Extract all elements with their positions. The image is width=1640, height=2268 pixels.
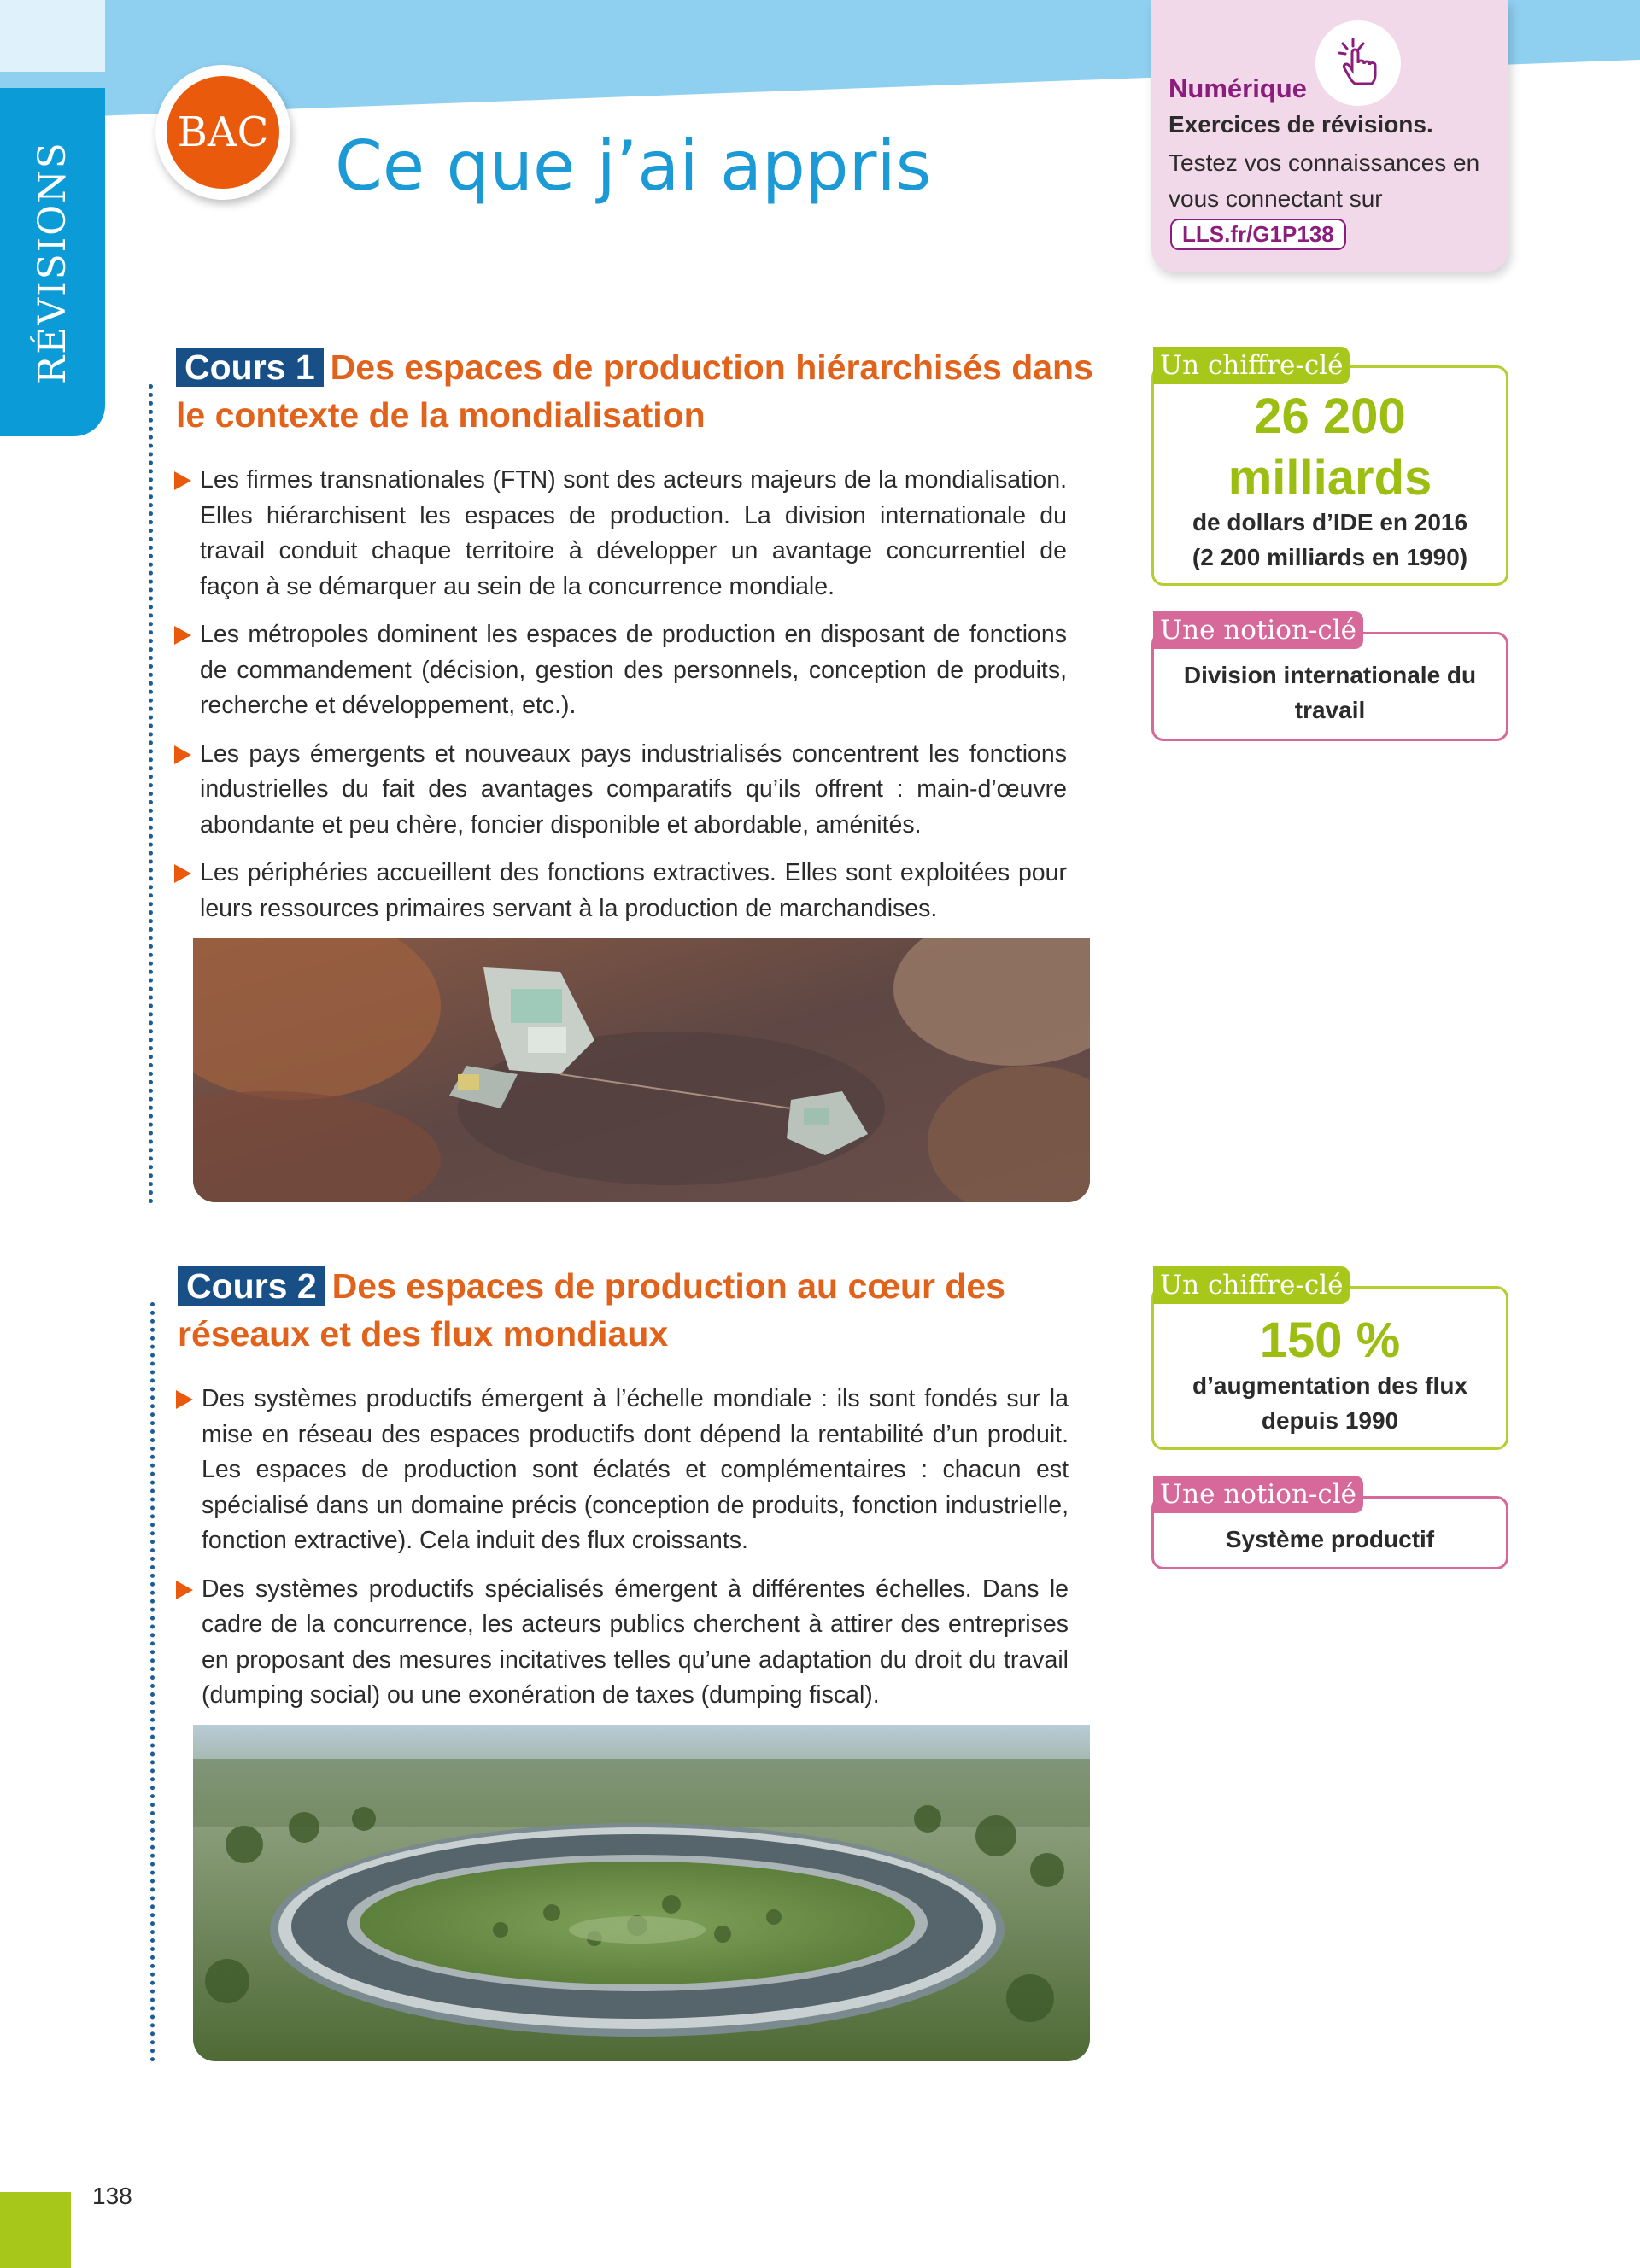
cours2-bullet-list [176,1382,1069,1727]
cours1-key-notion-label: Une notion-clé [1153,611,1363,649]
list-item: Les pays émergents et nouveaux pays industrialisés concentrent les fonctions industrielles du fait des avantages comparatifs qu’ils offrent : main-d’œuvre abondante et peu chère, foncier disponible et abordable, aménités. [174,737,1067,844]
list-item: Les métropoles dominent les espaces de production en disposant de fonctions de commandement (décision, gestion des personnels, conception de produits, recherche et développement, etc.). [174,617,1067,724]
cours1-key-figure-desc: de dollars d’IDE en 2016 (2 200 milliards en 1990) [1192,509,1468,570]
bullet-arrow-icon [174,626,191,645]
page-corner-square [0,2192,71,2268]
cours1-title: Des espaces de production hiérarchisés dans le contexte de la mondialisation [176,348,1093,435]
cours2-key-notion-label: Une notion-clé [1153,1476,1363,1513]
bac-badge-label: BAC [177,108,269,156]
cours2-dotted-rule [150,1302,155,2062]
list-item: Des systèmes productifs émergent à l’échelle mondiale : ils sont fondés sur la mise en réseau des espaces productifs dont dépend la rentabilité d’un produit. Les espaces de production sont éclatés et complémentaires : chacun est spécialisé dans un domaine précis (conception de produits, fonction industrielle, fonction extractive). Cela induit des flux croissants. [176,1382,1069,1559]
cours1-tag: Cours 1 [176,348,324,387]
numerique-title: Numérique [1168,73,1307,103]
cours2-heading [178,1262,1109,1358]
page-title: Ce que j’ai appris [335,126,932,206]
cours1-dotted-rule [149,384,153,1204]
bullet-arrow-icon [174,745,191,764]
bullet-arrow-icon [174,471,191,490]
cours2-key-figure-value: 150 % [1259,1312,1401,1368]
numerique-link[interactable]: LLS.fr/G1P138 [1170,219,1346,250]
numerique-text: Testez vos connaissances en vous connectant sur [1168,149,1480,212]
list-item: Les firmes transnationales (FTN) sont des acteurs majeurs de la mondialisation. Elles hiérarchisent les espaces de production. La division internationale du travail conduit chaque territoire à développer un avantage concurrentiel de façon à se démarquer au sein de la concurrence mondiale. [174,463,1067,605]
cours2-key-figure-desc: d’augmentation des flux depuis 1990 [1192,1372,1468,1434]
cours1-bullet-list [174,463,1067,939]
list-item: Les périphéries accueillent des fonctions extractives. Elles sont exploitées pour leurs ressources primaires servant à la production de marchandises. [174,856,1067,926]
cours2-key-notion-value: Système productif [1225,1526,1435,1552]
cours1-key-figure-value: 26 200 milliards [1227,389,1432,506]
section-tab-label: RÉVISIONS [31,140,74,384]
bullet-arrow-icon [176,1390,193,1409]
bullet-arrow-icon [176,1581,193,1599]
campus-aerial-photo [193,1725,1090,2061]
tap-hand-icon [1315,20,1401,106]
cours2-key-figure-label: Un chiffre-clé [1153,1266,1350,1304]
mine-aerial-photo [193,938,1090,1202]
cours2-title: Des espaces de production au cœur des réseaux et des flux mondiaux [178,1266,1005,1353]
cours1-key-figure-label: Un chiffre-clé [1153,347,1350,384]
cours2-tag: Cours 2 [178,1266,325,1306]
page-number: 138 [92,2183,132,2209]
list-item: Des systèmes productifs spécialisés émergent à différentes échelles. Dans le cadre de la concurrence, les acteurs publics cherchent à attirer des entreprises en proposant des mesures incitatives telles qu’une adaptation du droit du travail (dumping social) ou une exonération de taxes (dumping fiscal). [176,1572,1069,1714]
cours1-key-notion-value: Division internationale du travail [1183,662,1477,723]
numerique-subtitle: Exercices de révisions. [1168,111,1433,137]
bullet-arrow-icon [174,864,191,883]
corner-square [0,0,105,72]
cours1-heading [176,343,1107,439]
